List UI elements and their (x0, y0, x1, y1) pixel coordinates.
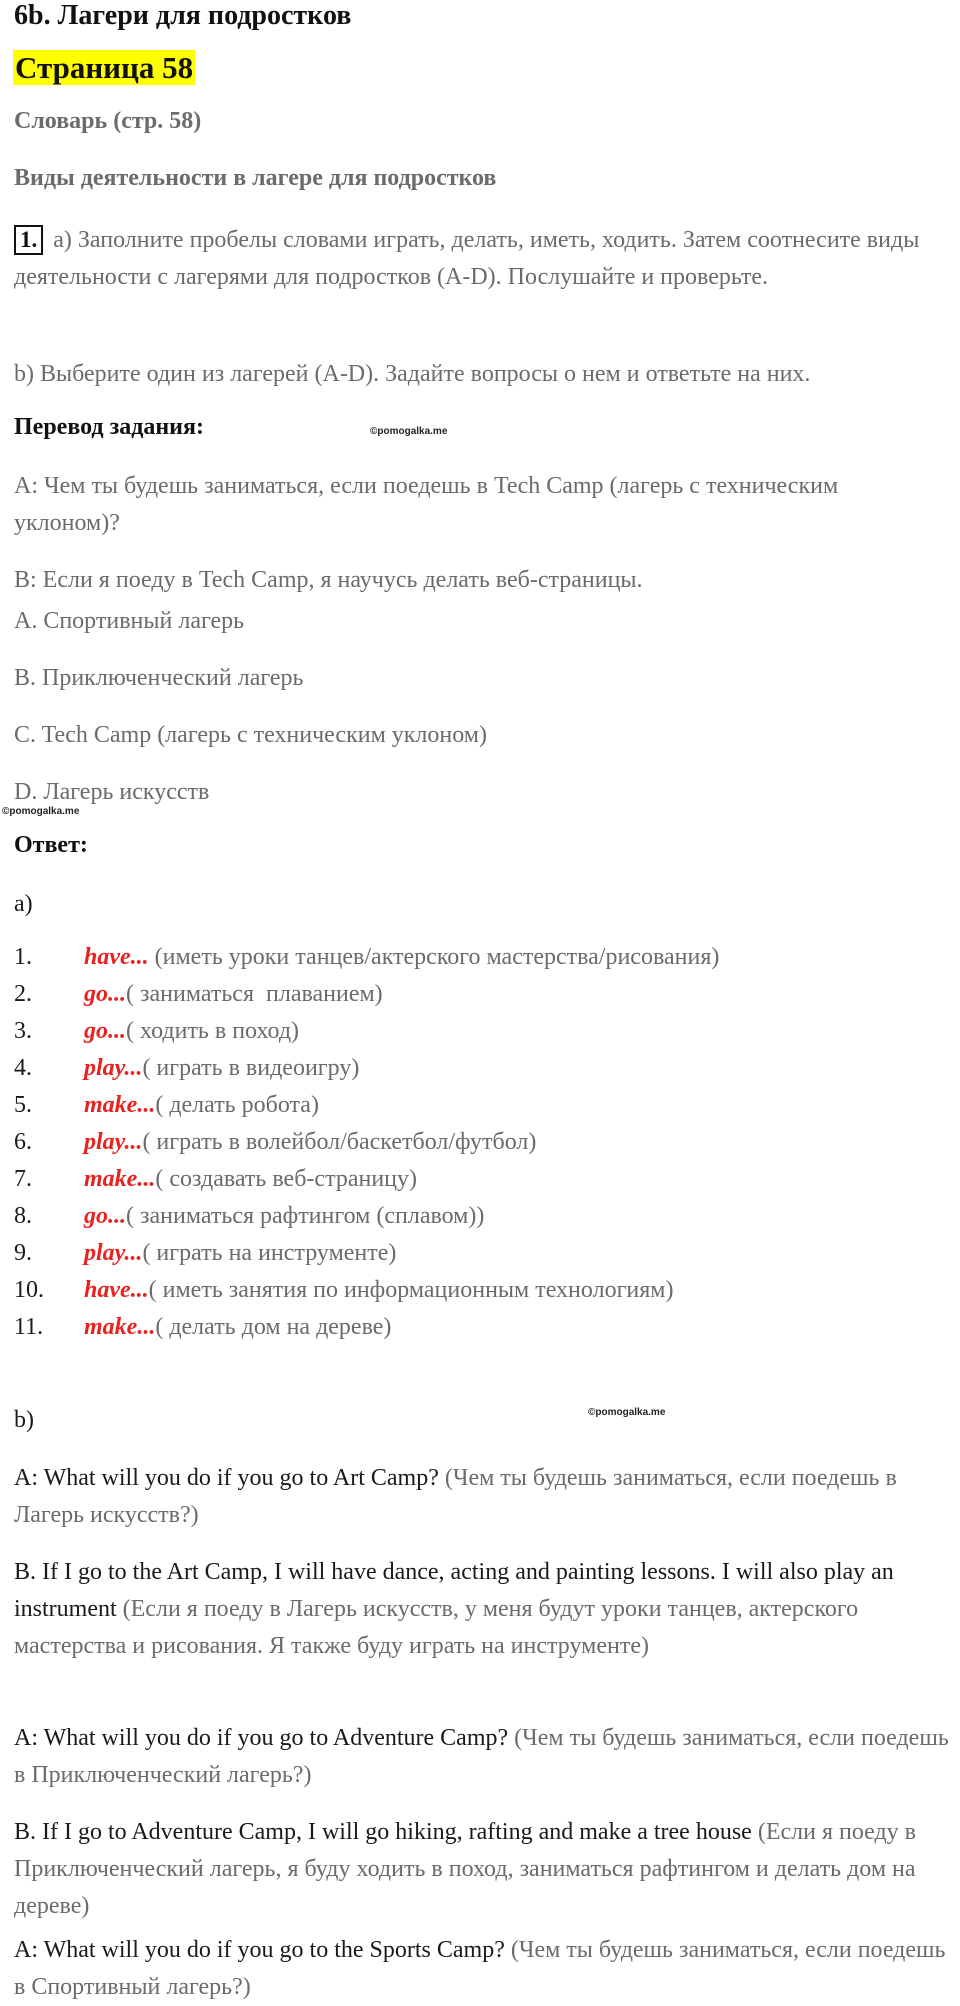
answer-text: ( играть в волейбол/баскетбол/футбол) (142, 1129, 537, 1155)
page-number-label (13, 50, 195, 86)
answer-item (14, 981, 383, 1008)
answer-item (14, 1240, 396, 1267)
answer-number: 6. (14, 1129, 32, 1155)
dialogue-ru: (Если я поеду в Приключенческий лагерь, я буду ходить в поход, заниматься рафтингом и делать дом на дереве) (14, 1819, 917, 1919)
camp-option: C. Tech Camp (лагерь с техническим уклоном) (14, 722, 487, 748)
part-a-label: a) (14, 891, 33, 917)
page-number-highlight: Страница 58 (15, 50, 194, 85)
answer-number: 2. (14, 981, 32, 1007)
answer-text: ( играть на инструменте) (142, 1240, 397, 1266)
translation-question: A: Чем ты будешь заниматься, если поедешь в Tech Camp (лагерь с техническим уклоном)? (14, 473, 839, 536)
answer-number: 1. (14, 944, 32, 970)
translation-heading: Перевод задания: (14, 414, 204, 440)
answer-item (14, 1129, 536, 1156)
dialogue-line (14, 1932, 949, 2006)
answer-item (14, 1166, 417, 1193)
dialogue-line (14, 1720, 949, 1794)
task-part-a-text: a) Заполните пробелы словами играть, делать, иметь, ходить. Затем соотнесите виды деятельности с лагерями для подростков (A-D). Послушайте и проверьте. (14, 227, 920, 290)
answer-word: go... (84, 1203, 126, 1229)
answer-number: 3. (14, 1018, 32, 1044)
camp-option: A. Спортивный лагерь (14, 608, 245, 634)
answer-text: ( создавать веб-страницу) (155, 1166, 418, 1192)
answer-number: 4. (14, 1055, 32, 1081)
answer-item (14, 1203, 484, 1230)
answer-text: ( заниматься плаванием) (126, 981, 383, 1007)
answer-number: 7. (14, 1166, 32, 1192)
answer-word: go... (84, 981, 126, 1007)
answer-number: 10. (14, 1277, 44, 1303)
dialogue-line (14, 1814, 949, 1925)
watermark: ©pomogalka.me (2, 806, 80, 817)
dialogue-line (14, 1554, 949, 1665)
answer-number: 11. (14, 1314, 44, 1340)
answer-item (14, 1055, 359, 1082)
answer-heading: Ответ: (14, 832, 88, 858)
task-number-box: 1. (14, 225, 43, 255)
answer-item (14, 1314, 391, 1341)
dialogue-en: B. If I go to Adventure Camp, I will go hiking, rafting and make a tree house (14, 1819, 752, 1845)
answer-word: make... (84, 1314, 156, 1340)
answer-text: ( делать робота) (155, 1092, 319, 1118)
translation-answer: B: Если я поеду в Tech Camp, я научусь делать веб-страницы. (14, 567, 643, 593)
dialogue-ru: (Чем ты будешь заниматься, если поедешь в Спортивный лагерь?) (14, 1937, 946, 2000)
vocab-title: Словарь (стр. 58) (14, 108, 202, 134)
camp-option: B. Приключенческий лагерь (14, 665, 304, 691)
answer-text: ( иметь занятия по информационным технологиям) (148, 1277, 674, 1303)
dialogue-ru: (Если я поеду в Лагерь искусств, у меня будут уроки танцев, актерского мастерства и рисования. Я также буду играть на инструменте) (14, 1596, 859, 1659)
watermark: ©pomogalka.me (370, 426, 448, 437)
watermark: ©pomogalka.me (588, 1407, 666, 1418)
answer-text: ( делать дом на дереве) (155, 1314, 392, 1340)
task-part-b: b) Выберите один из лагерей (A-D). Задайте вопросы о нем и ответьте на них. (14, 361, 811, 387)
answer-text: ( заниматься рафтингом (сплавом)) (126, 1203, 485, 1229)
answer-word: have... (84, 944, 149, 970)
dialogue-ru: (Чем ты будешь заниматься, если поедешь в Лагерь искусств?) (14, 1465, 897, 1528)
answer-item (14, 1018, 299, 1045)
answer-item (14, 1277, 673, 1304)
answer-number: 5. (14, 1092, 32, 1118)
answer-item (14, 944, 719, 971)
dialogue-en: B. If I go to the Art Camp, I will have dance, acting and painting lessons. I will also play an instrument (14, 1559, 894, 1622)
answer-number: 9. (14, 1240, 32, 1266)
answer-word: make... (84, 1166, 156, 1192)
dialogue-en: A: What will you do if you go to Adventure Camp? (14, 1725, 509, 1751)
answer-number: 8. (14, 1203, 32, 1229)
answer-word: make... (84, 1092, 156, 1118)
answer-text: ( играть в видеоигру) (142, 1055, 360, 1081)
answer-word: play... (84, 1129, 143, 1155)
answer-word: have... (84, 1277, 149, 1303)
part-b-label: b) (14, 1407, 34, 1433)
dialogue-en: A: What will you do if you go to Art Camp? (14, 1465, 439, 1491)
answer-item (14, 1092, 319, 1119)
dialogue-ru: (Чем ты будешь заниматься, если поедешь в Приключенческий лагерь?) (14, 1725, 949, 1788)
answer-word: play... (84, 1055, 143, 1081)
answer-text: (иметь уроки танцев/актерского мастерства/рисования) (148, 944, 720, 970)
dialogue-en: A: What will you do if you go to the Sports Camp? (14, 1937, 505, 1963)
answer-word: go... (84, 1018, 126, 1044)
dialogue-line (14, 1460, 949, 1534)
task-part-a (14, 222, 949, 296)
camp-option: D. Лагерь искусств (14, 779, 210, 805)
answer-word: play... (84, 1240, 143, 1266)
answer-text: ( ходить в поход) (126, 1018, 300, 1044)
topic-heading: Виды деятельности в лагере для подростков (14, 165, 497, 191)
page-title: 6b. Лагери для подростков (14, 0, 352, 31)
